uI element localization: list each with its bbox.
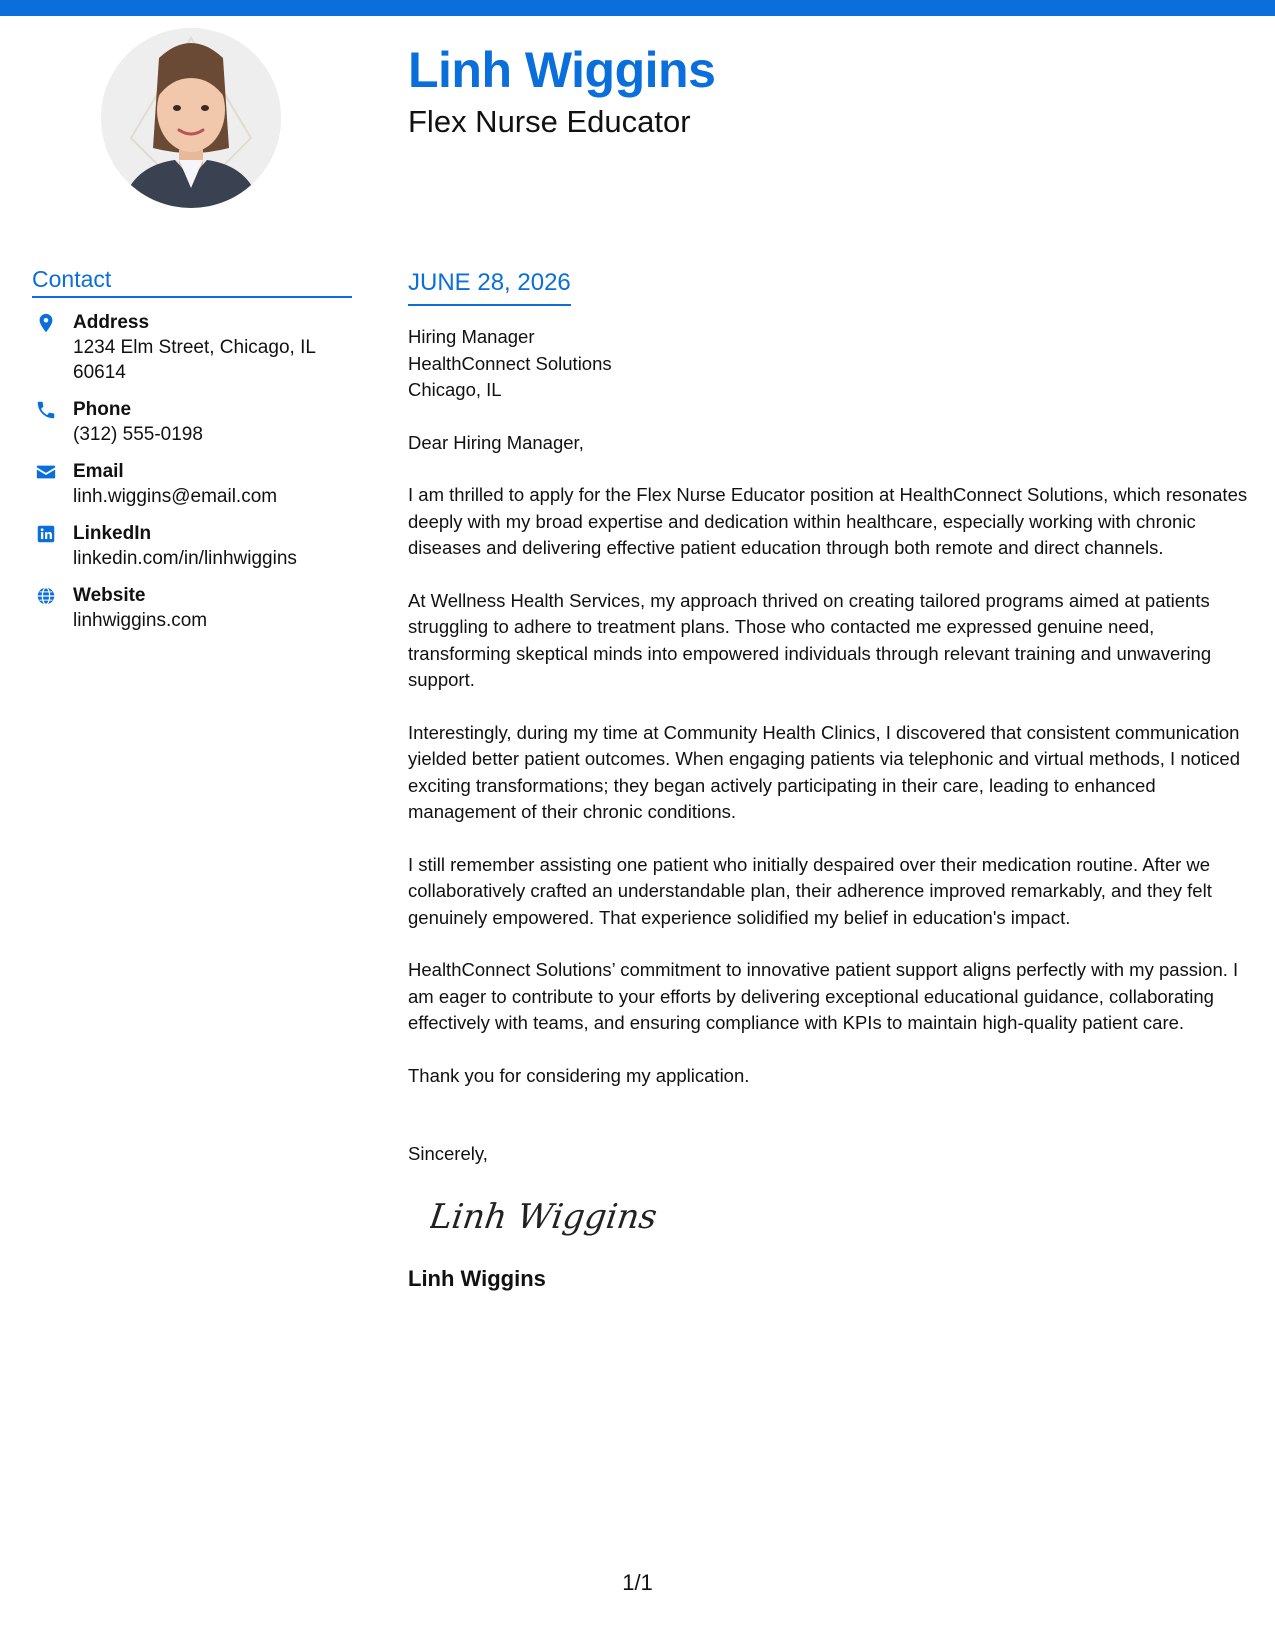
page-number: 1/1	[622, 1570, 653, 1595]
contact-label: LinkedIn	[73, 523, 152, 544]
job-title: Flex Nurse Educator	[408, 104, 691, 139]
contact-label: Website	[73, 585, 146, 606]
contact-item-website	[32, 583, 352, 633]
contact-label: Email	[73, 461, 124, 482]
recipient-location: Chicago, IL	[408, 379, 502, 400]
signed-name: Linh Wiggins	[408, 1265, 546, 1291]
map-pin-icon	[35, 312, 57, 334]
globe-icon	[35, 585, 57, 607]
contact-value[interactable]: linh.wiggins@email.com	[73, 486, 278, 507]
top-accent-bar	[0, 0, 1275, 16]
svg-text:Linh Wiggins: Linh Wiggins	[430, 1196, 660, 1237]
salutation: Dear Hiring Manager,	[408, 431, 584, 453]
body-paragraph: Thank you for considering my application.	[408, 1064, 750, 1086]
envelope-icon	[35, 461, 57, 483]
contact-sidebar	[32, 264, 352, 645]
linkedin-icon	[35, 523, 57, 545]
signature	[430, 1186, 670, 1246]
contact-value[interactable]: linkedin.com/in/linhwiggins	[73, 548, 297, 569]
phone-icon	[35, 399, 57, 421]
contact-value[interactable]: linhwiggins.com	[73, 610, 208, 631]
recipient-company: HealthConnect Solutions	[408, 352, 612, 374]
body-paragraph: HealthConnect Solutions’ commitment to innovative patient support aligns perfectly with my passion. I am eager to contribute to your efforts by delivering exceptional educational guidance, collaborating effectively with teams, and ensuring compliance with KPIs to maintain high-quality patient care.	[408, 959, 1239, 1033]
contact-item-phone	[32, 397, 352, 447]
contact-heading: Contact	[32, 264, 352, 298]
candidate-name: Linh Wiggins	[408, 42, 716, 98]
body-paragraph: Interestingly, during my time at Community Health Clinics, I discovered that consistent communication yielded better patient outcomes. When engaging patients via telephonic and virtual methods, I noticed exciting transformations; they began actively participating in their care, leading to enhanced management of their chronic conditions.	[408, 721, 1240, 822]
letter-date: JUNE 28, 2026	[408, 268, 571, 306]
contact-value: (312) 555-0198	[73, 424, 203, 445]
recipient-block	[408, 324, 1253, 404]
contact-item-email	[32, 459, 352, 509]
contact-label: Address	[73, 312, 150, 333]
avatar	[101, 28, 281, 208]
body-paragraph: I am thrilled to apply for the Flex Nurse Educator position at HealthConnect Solutions, which resonates deeply with my broad expertise and dedication within healthcare, especially working with chronic diseases and delivering effective patient education through both remote and direct channels.	[408, 484, 1248, 558]
contact-item-address	[32, 310, 352, 385]
contact-label: Phone	[73, 399, 132, 420]
body-paragraph: I still remember assisting one patient who initially despaired over their medication routine. After we collaboratively crafted an understandable plan, their adherence improved remarkably, and they felt genuinely empowered. That experience solidified my belief in education's impact.	[408, 853, 1212, 928]
letter-body	[408, 268, 1253, 1293]
recipient-title: Hiring Manager	[408, 326, 535, 347]
contact-item-linkedin	[32, 521, 352, 571]
body-paragraph: At Wellness Health Services, my approach thrived on creating tailored programs aimed at patients struggling to adhere to treatment plans. Those who contacted me expressed genuine need, transforming skeptical minds into empowered individuals through relevant training and unwavering support.	[408, 589, 1212, 690]
contact-value: 1234 Elm Street, Chicago, IL 60614	[73, 337, 316, 383]
closing: Sincerely,	[408, 1143, 488, 1164]
